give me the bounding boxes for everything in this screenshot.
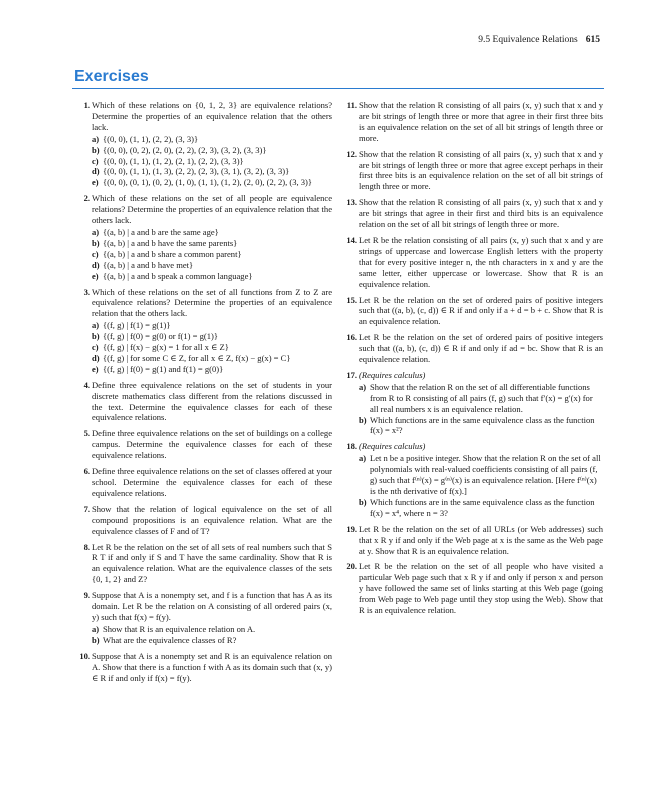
exercise-18 — [341, 441, 603, 518]
exercise-part — [92, 635, 332, 646]
exercise-text: Let R be the relation on the set of ordered pairs of positive integers such that ((a, b), (c, d)) ∈ R if and only if ad = bc. Show that R is an equivalence relation. — [359, 332, 603, 365]
exercise-number: 3. — [83, 286, 90, 297]
exercise-text: Let R be the relation on the set of all people who have visited a particular Web page such that x R y if and only if person x and person y have followed the same set of links starting at this Web page (going from Web page to Web page until they stop using the Web). Show that R is an equivalence relation. — [359, 561, 603, 616]
part-text: {(a, b) | a and b speak a common language} — [103, 270, 253, 281]
part-text: Let n be a positive integer. Show that the relation R on the set of all polynomials with real-valued coefficients consisting of all pairs (f, g) such that f⁽ⁿ⁾(x) = g⁽ⁿ⁾(x) is an equivalence relation. [Here f⁽ⁿ⁾(x) is the nth derivative of f(x).] — [370, 453, 601, 496]
part-text: {(a, b) | a and b have met} — [103, 259, 194, 270]
exercise-part — [92, 624, 332, 635]
part-text: {(0, 0), (1, 1), (1, 3), (2, 2), (2, 3), (3, 1), (3, 2), (3, 3)} — [103, 166, 290, 177]
running-title: 9.5 Equivalence Relations — [478, 35, 578, 45]
exercise-20 — [341, 561, 603, 616]
exercise-number: 6. — [83, 466, 90, 477]
exercise-parts — [359, 382, 603, 437]
part-label: a) — [92, 320, 100, 331]
exercise-text: Show that the relation R consisting of all pairs (x, y) such that x and y are bit strings of length three or more that agree in their first three bits is an equivalence relation on the set of all bit strings of length three or more. — [359, 100, 603, 143]
exercise-text: Let R be the relation on the set of all URLs (or Web addresses) such that x R y if and only if the Web page at x is the same as the Web page at y. Show that R is an equivalence relation. — [359, 523, 603, 556]
exercise-2 — [74, 193, 332, 281]
exercise-part — [92, 156, 332, 167]
exercise-number: 8. — [83, 541, 90, 552]
exercise-part — [92, 227, 332, 238]
exercise-part — [359, 497, 603, 519]
part-text: {(f, g) | f(0) = g(1) and f(1) = g(0)} — [103, 363, 224, 374]
section-title: Exercises — [74, 68, 149, 85]
exercise-number: 5. — [83, 428, 90, 439]
exercise-text: Let R be the relation on the set of ordered pairs of positive integers such that ((a, b), (c, d)) ∈ R if and only if a + d = b + c. Show that R is an equivalence relation. — [359, 294, 603, 327]
part-label: c) — [92, 155, 99, 166]
part-text: Which functions are in the same equivalence class as the function f(x) = x⁴, where n = 3? — [370, 496, 595, 518]
exercise-6 — [74, 466, 332, 499]
exercise-part — [92, 271, 332, 282]
exercise-parts — [92, 134, 332, 189]
exercise-text: Define three equivalence relations on the set of classes offered at your school. Determine the equivalence classes for each of these equivalence relations. — [92, 466, 332, 498]
exercise-number: 20. — [346, 561, 357, 572]
exercise-number: 18. — [346, 441, 357, 452]
exercise-parts — [92, 227, 332, 282]
exercise-number: 11. — [346, 100, 357, 110]
part-label: e) — [92, 177, 99, 188]
exercise-part — [92, 134, 332, 145]
exercise-number: 7. — [83, 503, 90, 514]
exercise-number: 9. — [83, 590, 90, 601]
exercise-part — [92, 364, 332, 375]
part-text: {(f, g) | f(x) − g(x) = 1 for all x ∈ Z} — [103, 342, 229, 353]
exercise-number: 4. — [83, 379, 90, 390]
exercise-parts — [359, 453, 603, 518]
exercise-text: Let R be the relation consisting of all pairs (x, y) such that x and y are strings of uppercase and lowercase English letters with the property that for every positive integer n, the nth characters in x and y are the same letter, either uppercase or lowercase. Show that R is an equivalence relation. — [359, 234, 603, 289]
exercise-3 — [74, 287, 332, 375]
part-label: d) — [92, 352, 100, 363]
exercise-part — [92, 331, 332, 342]
exercise-text: (Requires calculus) — [359, 369, 426, 380]
part-text: Show that R is an equivalence relation on A. — [103, 623, 256, 634]
part-label: b) — [92, 634, 100, 645]
exercise-text: Show that the relation of logical equivalence on the set of all compound propositions is an equivalence relation. What are the equivalence classes of F and of T? — [92, 503, 332, 536]
exercise-part — [92, 238, 332, 249]
part-label: a) — [92, 226, 100, 237]
exercise-17 — [341, 370, 603, 436]
exercise-number: 14. — [346, 234, 357, 245]
part-label: b) — [359, 496, 367, 507]
exercise-number: 2. — [83, 193, 90, 204]
exercise-text: Define three equivalence relations on the set of students in your discrete mathematics class different from the relations discussed in the text. Determine the equivalence classes for each of these equivalence relations. — [92, 379, 332, 423]
exercise-text: Which of these relations on the set of all people are equivalence relations? Determine the properties of an equivalence relation that the others lack. — [92, 193, 332, 226]
exercise-19 — [341, 524, 603, 557]
section-rule — [72, 88, 604, 89]
part-label: a) — [359, 453, 367, 464]
exercise-text: Show that the relation R consisting of all pairs (x, y) such that x and y are bit strings that agree in their first and third bits is an equivalence relation on the set of all bit strings of length three or more. — [359, 197, 603, 230]
exercise-text: Show that the relation R consisting of all pairs (x, y) such that x and y are bit strings of length three or more that agree except perhaps in their first three bits is an equivalence relation on the set of all bit strings of length three or more. — [359, 148, 603, 192]
exercise-parts — [92, 624, 332, 646]
exercise-1 — [74, 100, 332, 188]
part-label: c) — [92, 248, 99, 259]
part-text: {(f, g) | for some C ∈ Z, for all x ∈ Z, f(x) − g(x) = C} — [103, 352, 291, 363]
part-text: {(f, g) | f(1) = g(1)} — [103, 320, 171, 331]
exercise-number: 16. — [346, 332, 357, 343]
exercise-part — [92, 177, 332, 188]
part-label: b) — [92, 144, 100, 155]
exercise-text: Which of these relations on {0, 1, 2, 3} are equivalence relations? Determine the properties of an equivalence relation that the others lack. — [92, 100, 332, 132]
exercise-11 — [341, 100, 603, 144]
exercise-text: Which of these relations on the set of all functions from Z to Z are equivalence relations? Determine the properties of an equivalence relation that the others lack. — [92, 286, 332, 319]
exercise-4 — [74, 380, 332, 424]
part-text: {(a, b) | a and b share a common parent} — [103, 248, 242, 259]
exercise-number: 13. — [346, 197, 357, 208]
part-text: Show that the relation R on the set of all differentiable functions from R to R consisting of all pairs (f, g) such that f′(x) = g′(x) for all real numbers x is an equivalence relation. — [370, 381, 593, 414]
exercise-text: Let R be the relation on the set of all sets of real numbers such that S R T if and only if S and T have the same cardinality. Show that R is an equivalence relation. What are the equivalence classes of the sets {0, 1, 2} and Z? — [92, 541, 332, 585]
exercise-part — [359, 453, 603, 497]
exercise-text: Define three equivalence relations on the set of buildings on a college campus. Determine the equivalence classes for each of these equivalence relations. — [92, 428, 332, 461]
part-label: b) — [92, 331, 100, 342]
exercise-text: (Requires calculus) — [359, 441, 426, 452]
exercise-number: 10. — [79, 650, 90, 661]
exercise-number: 19. — [346, 523, 357, 534]
part-label: b) — [92, 237, 100, 248]
exercise-number: 12. — [346, 148, 357, 159]
part-text: {(0, 0), (1, 1), (2, 2), (3, 3)} — [103, 133, 199, 144]
exercise-part — [92, 166, 332, 177]
page-number: 615 — [585, 35, 600, 45]
part-label: e) — [92, 270, 99, 281]
exercise-number: 17. — [346, 369, 357, 380]
left-column — [74, 100, 332, 688]
exercise-text: Suppose that A is a nonempty set, and f is a function that has A as its domain. Let R be the relation on A consisting of all ordered pairs (x, y) such that f(x) = f(y). — [92, 590, 332, 622]
part-label: a) — [92, 133, 100, 144]
exercise-parts — [92, 320, 332, 375]
part-label: e) — [92, 363, 99, 374]
exercise-15 — [341, 295, 603, 328]
exercise-part — [92, 342, 332, 353]
part-label: d) — [92, 259, 100, 270]
part-text: {(0, 0), (0, 2), (2, 0), (2, 2), (2, 3), (3, 2), (3, 3)} — [103, 144, 267, 155]
exercise-part — [92, 249, 332, 260]
exercise-8 — [74, 542, 332, 586]
part-text: Which functions are in the same equivalence class as the function f(x) = x²? — [370, 414, 595, 436]
running-head — [478, 35, 600, 45]
part-text: {(f, g) | f(0) = g(0) or f(1) = g(1)} — [103, 331, 218, 342]
exercise-9 — [74, 590, 332, 646]
part-text: {(a, b) | a and b have the same parents} — [103, 237, 238, 248]
exercise-part — [92, 320, 332, 331]
part-label: b) — [359, 414, 367, 425]
part-label: c) — [92, 342, 99, 353]
exercise-10 — [74, 651, 332, 684]
exercise-part — [359, 382, 603, 415]
exercise-12 — [341, 149, 603, 193]
exercise-part — [92, 145, 332, 156]
part-text: {(0, 0), (0, 1), (0, 2), (1, 0), (1, 1), (1, 2), (2, 0), (2, 2), (3, 3)} — [103, 177, 313, 188]
exercise-number: 15. — [346, 294, 357, 305]
exercise-part — [92, 353, 332, 364]
exercise-16 — [341, 332, 603, 365]
exercise-13 — [341, 197, 603, 230]
part-text: {(a, b) | a and b are the same age} — [103, 226, 219, 237]
exercise-14 — [341, 235, 603, 290]
exercise-number: 1. — [83, 100, 90, 110]
part-text: What are the equivalence classes of R? — [103, 634, 237, 645]
exercise-text: Suppose that A is a nonempty set and R is an equivalence relation on A. Show that there is a function f with A as its domain such that (x, y) ∈ R if and only if f(x) = f(y). — [92, 650, 332, 683]
right-column — [341, 100, 603, 621]
part-label: d) — [92, 166, 100, 177]
exercise-7 — [74, 504, 332, 537]
exercise-part — [92, 260, 332, 271]
part-text: {(0, 0), (1, 1), (1, 2), (2, 1), (2, 2), (3, 3)} — [103, 155, 244, 166]
part-label: a) — [359, 381, 367, 392]
exercise-5 — [74, 428, 332, 461]
part-label: a) — [92, 623, 100, 634]
exercise-part — [359, 415, 603, 437]
